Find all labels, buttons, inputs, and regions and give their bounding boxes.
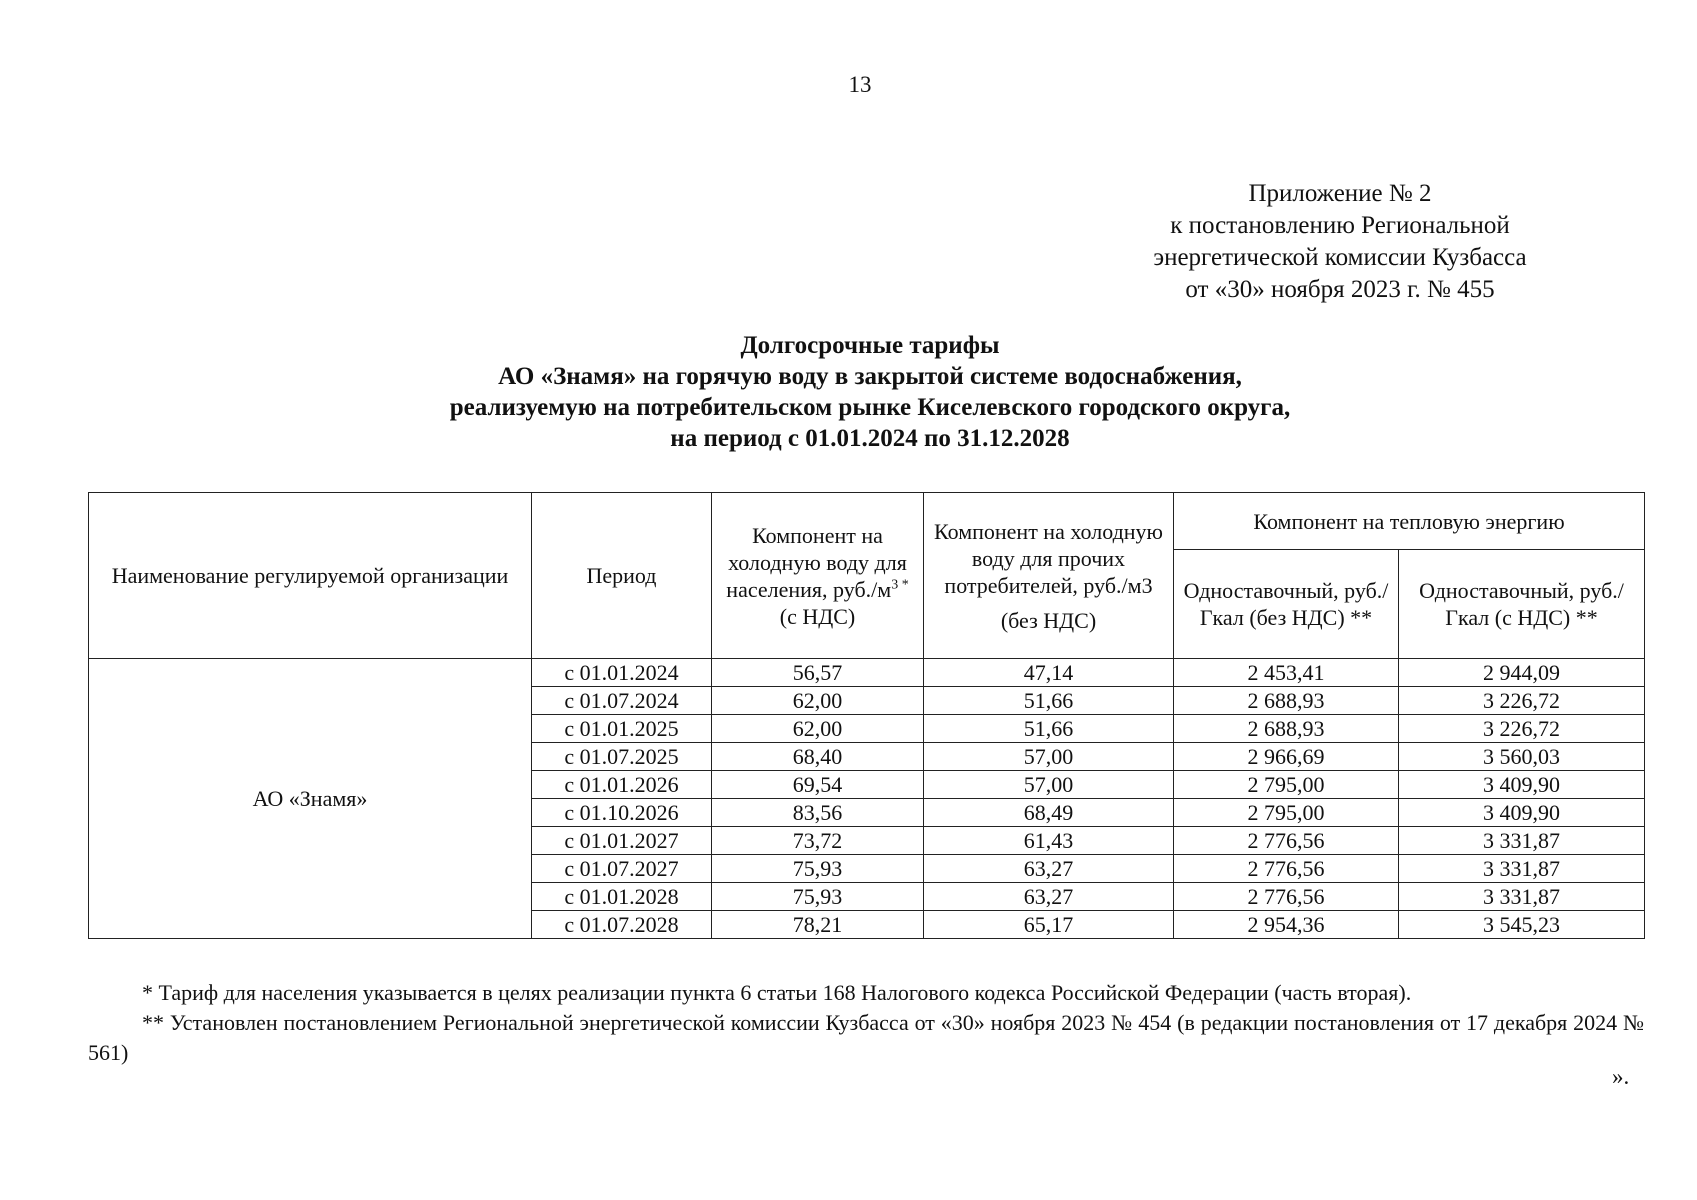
heat-no-vat-cell: 2 795,00 <box>1174 799 1399 827</box>
period-cell: с 01.07.2028 <box>532 911 712 939</box>
header-cold-population-text: Компонент на холодную воду для населения, руб./м <box>726 522 907 602</box>
cold-pop-cell: 69,54 <box>712 771 924 799</box>
tariff-table <box>88 492 1645 939</box>
period-cell: с 01.07.2024 <box>532 687 712 715</box>
cold-pop-cell: 73,72 <box>712 827 924 855</box>
cold-pop-cell: 75,93 <box>712 855 924 883</box>
header-organization: Наименование регулируемой организации <box>89 493 532 659</box>
header-cold-population-sup: 3 * <box>891 577 909 593</box>
cold-other-cell: 51,66 <box>924 687 1174 715</box>
heat-no-vat-cell: 2 453,41 <box>1174 659 1399 687</box>
period-cell: с 01.10.2026 <box>532 799 712 827</box>
period-cell: с 01.01.2028 <box>532 883 712 911</box>
heat-vat-cell: 2 944,09 <box>1399 659 1645 687</box>
appendix-line: энергетической комиссии Кузбасса <box>1153 244 1527 271</box>
page-number: 13 <box>848 72 872 97</box>
heat-vat-cell: 3 545,23 <box>1399 911 1645 939</box>
appendix-line: Приложение № 2 <box>1248 180 1432 207</box>
cold-other-cell: 65,17 <box>924 911 1174 939</box>
cold-pop-cell: 83,56 <box>712 799 924 827</box>
period-cell: с 01.01.2027 <box>532 827 712 855</box>
cold-pop-cell: 75,93 <box>712 883 924 911</box>
appendix-line: от «30» ноября 2023 г. № 455 <box>1185 276 1495 303</box>
cold-other-cell: 57,00 <box>924 743 1174 771</box>
header-cold-population-vat: (с НДС) <box>779 603 856 629</box>
footnote-heat: ** Установлен постановлением Региональной энергетической комиссии Кузбасса от «30» ноября 2023 № 454 (в редакции постановления от 17 декабря 2024 № 561) <box>88 1010 1644 1065</box>
period-cell: с 01.01.2026 <box>532 771 712 799</box>
heat-no-vat-cell: 2 966,69 <box>1174 743 1399 771</box>
heat-vat-cell: 3 331,87 <box>1399 827 1645 855</box>
heat-no-vat-cell: 2 776,56 <box>1174 883 1399 911</box>
heat-no-vat-cell: 2 776,56 <box>1174 827 1399 855</box>
period-cell: с 01.01.2025 <box>532 715 712 743</box>
cold-other-cell: 63,27 <box>924 883 1174 911</box>
heat-vat-cell: 3 560,03 <box>1399 743 1645 771</box>
cold-other-cell: 63,27 <box>924 855 1174 883</box>
header-heat-vat: Одноставочный, руб./Гкал (с НДС) ** <box>1399 550 1645 659</box>
appendix-reference <box>1080 178 1600 306</box>
heat-no-vat-cell: 2 688,93 <box>1174 687 1399 715</box>
period-cell: с 01.01.2024 <box>532 659 712 687</box>
document-title <box>0 330 1697 454</box>
footnotes <box>88 978 1644 1068</box>
cold-pop-cell: 56,57 <box>712 659 924 687</box>
heat-no-vat-cell: 2 776,56 <box>1174 855 1399 883</box>
appendix-line: к постановлению Региональной <box>1170 212 1510 239</box>
cold-pop-cell: 68,40 <box>712 743 924 771</box>
header-cold-other-text: Компонент на холодную воду для прочих потребителей, руб./м3 <box>934 518 1163 598</box>
heat-vat-cell: 3 409,90 <box>1399 771 1645 799</box>
heat-vat-cell: 3 226,72 <box>1399 687 1645 715</box>
title-line: реализуемую на потребительском рынке Киселевского городского округа, <box>449 394 1291 421</box>
cold-other-cell: 61,43 <box>924 827 1174 855</box>
cold-pop-cell: 78,21 <box>712 911 924 939</box>
heat-vat-cell: 3 331,87 <box>1399 883 1645 911</box>
period-cell: с 01.07.2025 <box>532 743 712 771</box>
cold-other-cell: 47,14 <box>924 659 1174 687</box>
heat-no-vat-cell: 2 954,36 <box>1174 911 1399 939</box>
cold-other-cell: 57,00 <box>924 771 1174 799</box>
title-line: на период с 01.01.2024 по 31.12.2028 <box>670 425 1070 452</box>
heat-no-vat-cell: 2 795,00 <box>1174 771 1399 799</box>
cold-other-cell: 68,49 <box>924 799 1174 827</box>
header-period: Период <box>532 493 712 659</box>
header-cold-water-population <box>712 493 924 659</box>
header-cold-water-other <box>924 493 1174 659</box>
header-heat-no-vat: Одноставочный, руб./Гкал (без НДС) ** <box>1174 550 1399 659</box>
title-line: АО «Знамя» на горячую воду в закрытой системе водоснабжения, <box>498 363 1242 390</box>
header-heat-energy: Компонент на тепловую энергию <box>1174 493 1645 550</box>
heat-vat-cell: 3 226,72 <box>1399 715 1645 743</box>
period-cell: с 01.07.2027 <box>532 855 712 883</box>
cold-other-cell: 51,66 <box>924 715 1174 743</box>
heat-no-vat-cell: 2 688,93 <box>1174 715 1399 743</box>
footnote-population: * Тариф для населения указывается в целях реализации пункта 6 статьи 168 Налогового кодекса Российской Федерации (часть вторая). <box>142 980 1412 1005</box>
heat-vat-cell: 3 409,90 <box>1399 799 1645 827</box>
organization-cell: АО «Знамя» <box>89 659 532 939</box>
header-cold-other-vat: (без НДС) <box>1000 607 1097 633</box>
heat-vat-cell: 3 331,87 <box>1399 855 1645 883</box>
cold-pop-cell: 62,00 <box>712 715 924 743</box>
closing-quote: ». <box>1612 1064 1630 1089</box>
title-line: Долгосрочные тарифы <box>740 332 1000 359</box>
cold-pop-cell: 62,00 <box>712 687 924 715</box>
table-row <box>89 659 1645 687</box>
